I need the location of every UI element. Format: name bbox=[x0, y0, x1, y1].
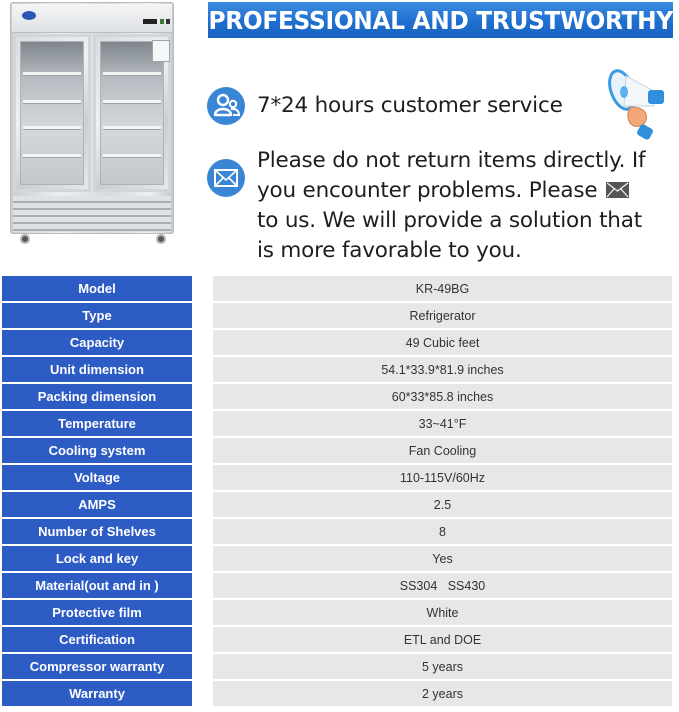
spec-value: 2 years bbox=[213, 681, 672, 706]
shelf bbox=[103, 72, 161, 76]
spec-label: Material(out and in ) bbox=[2, 573, 192, 598]
table-row bbox=[0, 438, 679, 463]
spec-value: 60*33*85.8 inches bbox=[213, 384, 672, 409]
spec-value: 110-115V/60Hz bbox=[213, 465, 672, 490]
spec-label: Type bbox=[2, 303, 192, 328]
fridge-top-panel bbox=[12, 4, 172, 33]
spec-value: White bbox=[213, 600, 672, 625]
spec-value: 2.5 bbox=[213, 492, 672, 517]
spec-value: 54.1*33.9*81.9 inches bbox=[213, 357, 672, 382]
inline-mail-icon bbox=[606, 182, 629, 198]
shelf bbox=[23, 154, 81, 158]
table-row bbox=[0, 654, 679, 679]
table-row bbox=[0, 384, 679, 409]
banner-title: PROFESSIONAL AND TRUSTWORTHY bbox=[208, 5, 673, 35]
shelf bbox=[23, 100, 81, 104]
notice-line-3: to us. We will provide a solution that bbox=[257, 208, 642, 233]
spec-value: Yes bbox=[213, 546, 672, 571]
spec-label: Warranty bbox=[2, 681, 192, 706]
shelf bbox=[23, 126, 81, 130]
shelf bbox=[103, 100, 161, 104]
product-image bbox=[10, 2, 178, 248]
table-row bbox=[0, 357, 679, 382]
table-row bbox=[0, 681, 679, 706]
spec-value: KR-49BG bbox=[213, 276, 672, 301]
table-row bbox=[0, 492, 679, 517]
envelope-icon bbox=[207, 159, 245, 197]
spec-label: Lock and key bbox=[2, 546, 192, 571]
spec-value: Refrigerator bbox=[213, 303, 672, 328]
notice-line-2: you encounter problems. Please bbox=[257, 176, 677, 206]
return-notice-text bbox=[257, 146, 677, 266]
brand-logo bbox=[22, 11, 36, 20]
spec-value: 33~41°F bbox=[213, 411, 672, 436]
spec-value: 8 bbox=[213, 519, 672, 544]
spec-label: Model bbox=[2, 276, 192, 301]
bottom-vent-grille bbox=[13, 196, 171, 232]
spec-value: 5 years bbox=[213, 654, 672, 679]
shelf bbox=[103, 126, 161, 130]
table-row bbox=[0, 627, 679, 652]
control-label-panel bbox=[152, 40, 170, 62]
caster-wheel bbox=[20, 234, 30, 244]
table-row bbox=[0, 519, 679, 544]
spec-label: Cooling system bbox=[2, 438, 192, 463]
spec-value: 49 Cubic feet bbox=[213, 330, 672, 355]
notice-line-4: is more favorable to you. bbox=[257, 238, 522, 263]
caster-wheel bbox=[156, 234, 166, 244]
spec-value: ETL and DOE bbox=[213, 627, 672, 652]
table-row bbox=[0, 546, 679, 571]
people-icon bbox=[207, 87, 245, 125]
shelf bbox=[23, 72, 81, 76]
left-glass-door bbox=[13, 34, 91, 192]
notice-line-1: Please do not return items directly. If bbox=[257, 148, 646, 173]
megaphone-icon bbox=[604, 66, 672, 144]
spec-label: Protective film bbox=[2, 600, 192, 625]
light-switch bbox=[166, 19, 170, 24]
spec-label: Temperature bbox=[2, 411, 192, 436]
spec-label: Unit dimension bbox=[2, 357, 192, 382]
table-row bbox=[0, 573, 679, 598]
table-row bbox=[0, 330, 679, 355]
spec-label: AMPS bbox=[2, 492, 192, 517]
spec-label: Compressor warranty bbox=[2, 654, 192, 679]
spec-label: Voltage bbox=[2, 465, 192, 490]
spec-label: Certification bbox=[2, 627, 192, 652]
title-banner bbox=[208, 2, 673, 38]
refrigerator-illustration bbox=[10, 2, 174, 234]
customer-service-text: 7*24 hours customer service bbox=[257, 93, 563, 118]
spec-label: Capacity bbox=[2, 330, 192, 355]
table-row bbox=[0, 465, 679, 490]
temperature-display bbox=[143, 19, 157, 24]
table-row bbox=[0, 303, 679, 328]
table-row bbox=[0, 411, 679, 436]
spec-value: Fan Cooling bbox=[213, 438, 672, 463]
power-switch bbox=[160, 19, 164, 24]
table-row bbox=[0, 276, 679, 301]
table-row bbox=[0, 600, 679, 625]
spec-value: SS304 SS430 bbox=[213, 573, 672, 598]
spec-label: Packing dimension bbox=[2, 384, 192, 409]
spec-label: Number of Shelves bbox=[2, 519, 192, 544]
shelf bbox=[103, 154, 161, 158]
